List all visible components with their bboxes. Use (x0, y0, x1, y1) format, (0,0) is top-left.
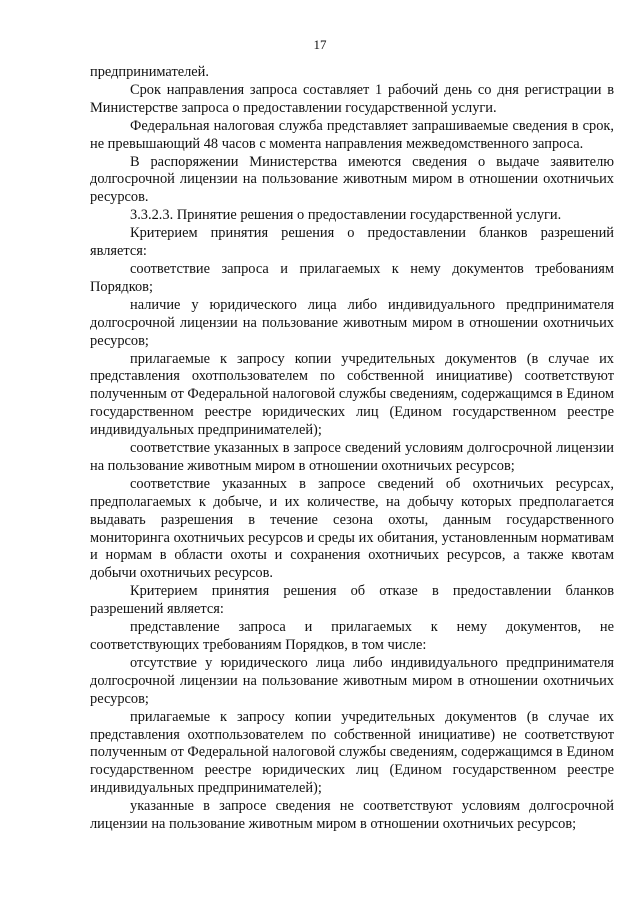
list-item: указанные в запросе сведения не соответствуют условиям долгосрочной лицензии на пользование животным миром в отношении охотничьих ресурсов; (90, 798, 614, 833)
list-item: соответствие запроса и прилагаемых к нему документов требованиям Порядков; (90, 260, 614, 295)
paragraph: предпринимателей. (90, 64, 209, 80)
paragraph: В распоряжении Министерства имеются сведения о выдаче заявителю долгосрочной лицензии на пользование животным миром в отношении охотничьих ресурсов. (90, 153, 614, 206)
list-item: прилагаемые к запросу копии учредительных документов (в случае их представления охотпользователем по собственной инициативе) не соответствуют полученным от Федеральной налоговой службы сведениям, содержащимся в Едином государственном реестре юридических лиц (Едином государственном реестре индивидуальных предпринимателей); (90, 708, 614, 797)
page-number: 17 (313, 37, 327, 52)
list-item: наличие у юридического лица либо индивидуального предпринимателя долгосрочной лицензии на пользование животным миром в отношении охотничьих ресурсов; (90, 296, 614, 349)
list-item: представление запроса и прилагаемых к нему документов, не соответствующих требованиям Порядков, в том числе: (90, 619, 614, 653)
list-item: соответствие указанных в запросе сведений условиям долгосрочной лицензии на пользование животным миром в отношении охотничьих ресурсов; (90, 440, 614, 474)
paragraph: Федеральная налоговая служба представляет запрашиваемые сведения в срок, не превышающий 48 часов с момента направления межведомственного запроса. (90, 117, 614, 152)
paragraph: Критерием принятия решения о предоставлении бланков разрешений является: (90, 225, 614, 260)
list-item: отсутствие у юридического лица либо индивидуального предпринимателя долгосрочной лицензии на пользование животным миром в отношении охотничьих ресурсов; (90, 654, 614, 707)
document-body (90, 64, 614, 834)
paragraph: Критерием принятия решения об отказе в предоставлении бланков разрешений является: (90, 583, 614, 618)
list-item: прилагаемые к запросу копии учредительных документов (в случае их представления охотпользователем по собственной инициативе) соответствуют полученным от Федеральной налоговой службы сведениям, содержащимся в Едином государственном реестре юридических лиц (Едином государственном реестре индивидуальных предпринимателей); (90, 350, 614, 439)
list-item: соответствие указанных в запросе сведений об охотничьих ресурсах, предполагаемых к добыче, и их количестве, на добычу которых предполагается выдавать разрешения в течение сезона охоты, данным государственного мониторинга охотничьих ресурсов и среды их обитания, установленным нормативам и нормам в области охоты и сохранения охотничьих ресурсов, а также квотам добычи охотничьих ресурсов. (90, 475, 614, 582)
section-heading: 3.3.2.3. Принятие решения о предоставлении государственной услуги. (130, 207, 562, 224)
paragraph: Срок направления запроса составляет 1 рабочий день со дня регистрации в Министерстве запроса о предоставлении государственной услуги. (90, 81, 614, 116)
